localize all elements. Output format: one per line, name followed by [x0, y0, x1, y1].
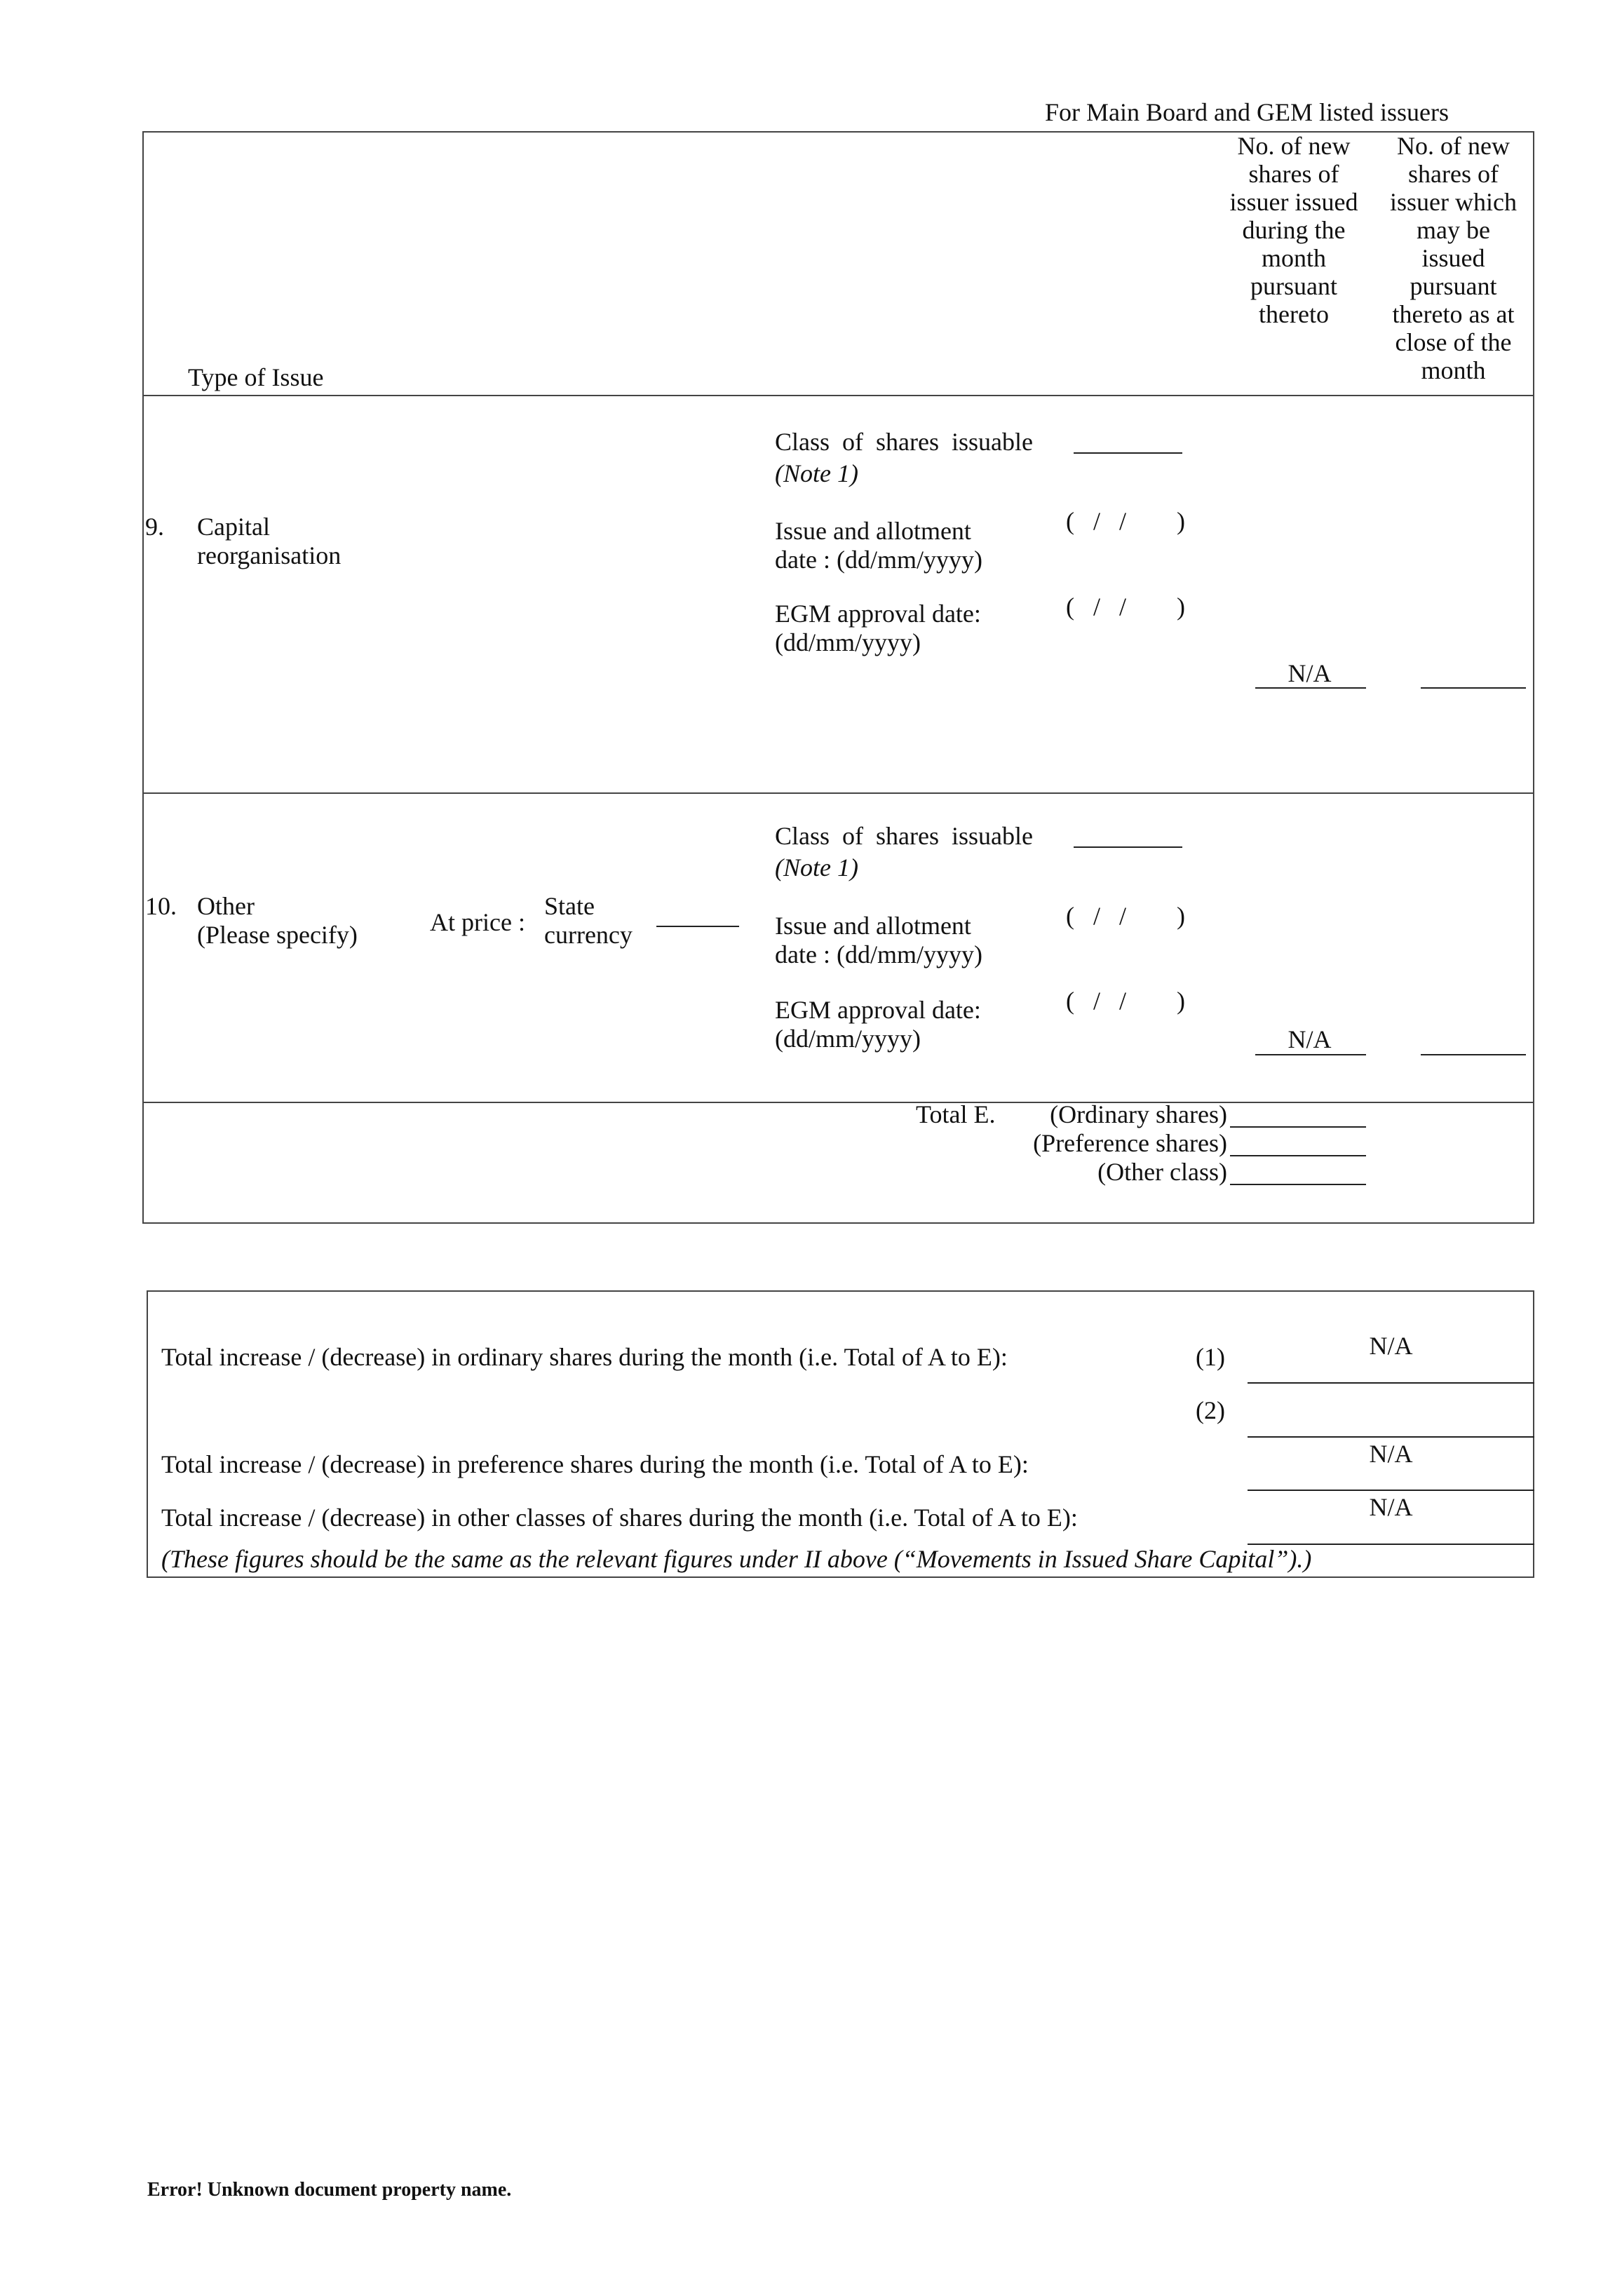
row10-issued-field[interactable]: [1255, 1054, 1366, 1055]
row10-issue-date-label2: date : (dd/mm/yyyy): [775, 940, 982, 968]
row-divider-2: [142, 1102, 1534, 1103]
row-divider-1: [142, 792, 1534, 794]
summary-preference-field[interactable]: [1248, 1490, 1534, 1491]
col-issued-line: month: [1261, 244, 1326, 272]
col-may-issue-line: month: [1421, 356, 1486, 384]
row10-note: (Note 1): [775, 853, 858, 882]
col-issued-line: during the: [1242, 216, 1346, 244]
summary-other-text: Total increase / (decrease) in other classes of shares during the month (i.e. Total of A to E):: [161, 1504, 1078, 1532]
row9-issue-date-label1: Issue and allotment: [775, 517, 971, 545]
header-divider: [142, 395, 1534, 396]
total-e-preference-field[interactable]: [1230, 1155, 1366, 1156]
row10-egm-date-field[interactable]: ( / / ): [1066, 987, 1185, 1015]
row10-class-field[interactable]: [1074, 846, 1182, 848]
row9-number: 9.: [145, 513, 164, 541]
summary-ordinary-text: Total increase / (decrease) in ordinary shares during the month (i.e. Total of A to E):: [161, 1343, 1008, 1371]
type-of-issue-header: Type of Issue: [188, 363, 324, 391]
col-may-issue-line: No. of new: [1397, 132, 1510, 160]
row10-at-price-label: At price :: [430, 908, 525, 936]
total-e-preference-label: (Preference shares): [1033, 1129, 1227, 1157]
row9-issued-field[interactable]: [1255, 687, 1366, 689]
summary-preference-value: N/A: [1369, 1440, 1413, 1468]
row10-label-line2: (Please specify): [197, 921, 358, 949]
footer-text: Error! Unknown document property name.: [147, 2179, 512, 2201]
col-issued-line: pursuant: [1250, 272, 1337, 300]
row9-may-issue-field[interactable]: [1421, 687, 1526, 689]
row9-egm-date-field[interactable]: ( / / ): [1066, 593, 1185, 621]
row9-issue-date-label2: date : (dd/mm/yyyy): [775, 546, 982, 574]
row9-issue-date-field[interactable]: ( / / ): [1066, 507, 1185, 535]
total-e-label: Total E.: [916, 1100, 996, 1128]
row9-class-field[interactable]: [1074, 452, 1182, 454]
row10-label-line1: Other: [197, 892, 255, 920]
summary-marker-1: (1): [1196, 1343, 1225, 1371]
form-title: For Main Board and GEM listed issuers: [1045, 98, 1449, 126]
summary-ordinary-field-2[interactable]: [1248, 1436, 1534, 1438]
row10-class-label: Class of shares issuable: [775, 822, 1033, 850]
total-e-other-label: (Other class): [1097, 1158, 1227, 1186]
row10-issued-value: N/A: [1288, 1025, 1332, 1053]
row9-label-line2: reorganisation: [197, 541, 342, 569]
col-issued-line: shares of: [1248, 160, 1339, 188]
row10-state-line1: State: [544, 892, 595, 920]
col-may-issue-line: pursuant: [1410, 272, 1497, 300]
col-issued-line: thereto: [1259, 300, 1329, 328]
col-may-issue-header: [1374, 132, 1532, 384]
total-e-other-field[interactable]: [1230, 1184, 1366, 1185]
row9-egm-label2: (dd/mm/yyyy): [775, 628, 921, 656]
row9-egm-label1: EGM approval date:: [775, 600, 981, 628]
row10-egm-label1: EGM approval date:: [775, 996, 981, 1024]
summary-ordinary-value: N/A: [1369, 1332, 1413, 1360]
row10-number: 10.: [145, 892, 177, 920]
col-may-issue-line: thereto as at: [1392, 300, 1515, 328]
row9-label-line1: Capital: [197, 513, 270, 541]
row9-issued-value: N/A: [1288, 659, 1332, 687]
summary-preference-text: Total increase / (decrease) in preference shares during the month (i.e. Total of A to E):: [161, 1450, 1029, 1478]
summary-marker-2: (2): [1196, 1396, 1225, 1424]
col-may-issue-line: issuer which: [1390, 188, 1517, 216]
col-may-issue-line: may be: [1417, 216, 1490, 244]
row9-class-label: Class of shares issuable: [775, 428, 1033, 456]
col-issued-line: No. of new: [1237, 132, 1351, 160]
row10-issue-date-field[interactable]: ( / / ): [1066, 902, 1185, 930]
summary-other-value: N/A: [1369, 1493, 1413, 1521]
total-e-ordinary-label: (Ordinary shares): [1050, 1100, 1227, 1128]
summary-ordinary-field-1[interactable]: [1248, 1382, 1534, 1384]
total-e-ordinary-field[interactable]: [1230, 1126, 1366, 1128]
row10-issue-date-label1: Issue and allotment: [775, 912, 971, 940]
summary-note: (These figures should be the same as the relevant figures under II above (“Movements in Issued Share Capital”).): [161, 1545, 1312, 1573]
col-may-issue-line: close of the: [1395, 328, 1512, 356]
row10-price-field[interactable]: [656, 926, 739, 927]
row10-state-line2: currency: [544, 921, 633, 949]
col-issued-header: [1217, 132, 1371, 328]
col-may-issue-line: shares of: [1408, 160, 1499, 188]
col-issued-line: issuer issued: [1229, 188, 1358, 216]
row9-note: (Note 1): [775, 459, 858, 487]
col-may-issue-line: issued: [1421, 244, 1485, 272]
row10-egm-label2: (dd/mm/yyyy): [775, 1025, 921, 1053]
row10-may-issue-field[interactable]: [1421, 1054, 1526, 1055]
